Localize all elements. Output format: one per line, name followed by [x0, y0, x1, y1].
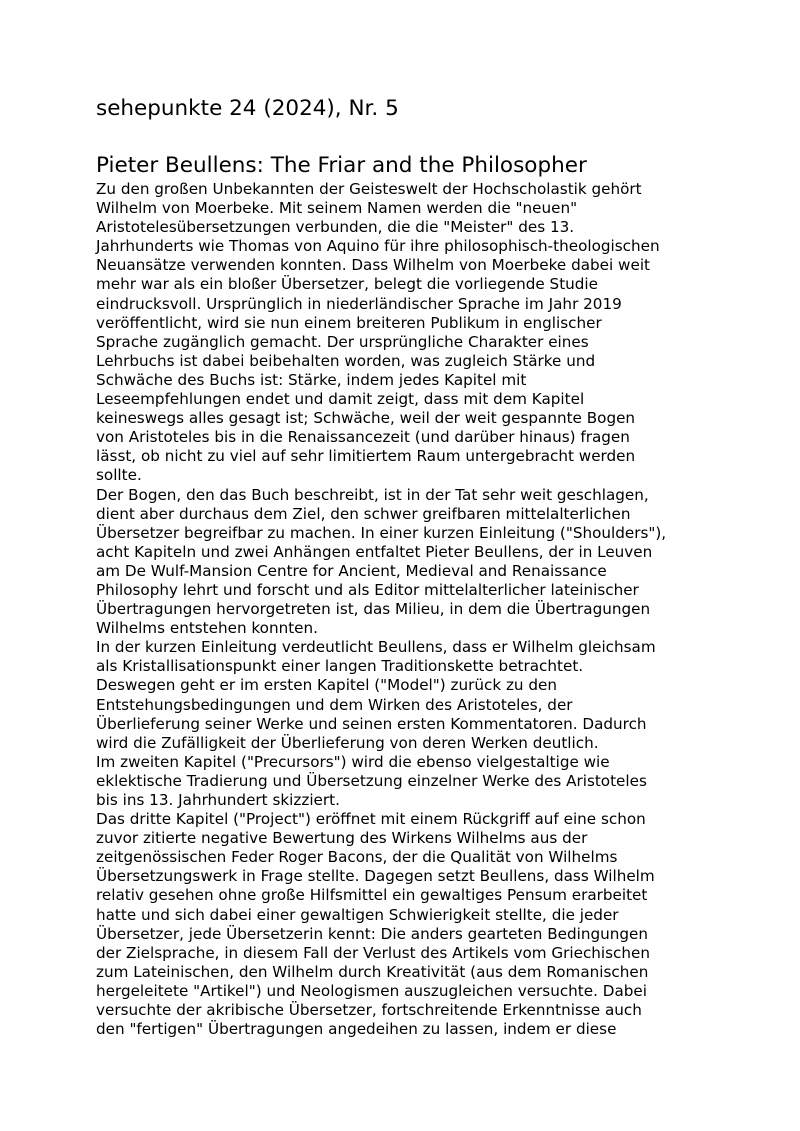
body-text-line: hergeleitete "Artikel") und Neologismen auszugleichen versuchte. Dabei [96, 981, 647, 1000]
body-text-line: Aristotelesübersetzungen verbunden, die die "Meister" des 13. [96, 218, 575, 237]
body-text-line: In der kurzen Einleitung verdeutlicht Beullens, dass er Wilhelm gleichsam [96, 638, 656, 657]
body-text-line: Im zweiten Kapitel ("Precursors") wird die ebenso vielgestaltige wie [96, 752, 610, 771]
body-text-line: Übertragungen hervorgetreten ist, das Milieu, in dem die Übertragungen [96, 600, 651, 619]
body-text-line: veröffentlicht, wird sie nun einem breiteren Publikum in englischer [96, 313, 602, 332]
body-text-line: lässt, ob nicht zu viel auf sehr limitiertem Raum untergebracht werden [96, 447, 636, 466]
body-text-line: Schwäche des Buchs ist: Stärke, indem jedes Kapitel mit [96, 370, 527, 389]
body-text-line: der Zielsprache, in diesem Fall der Verlust des Artikels vom Griechischen [96, 943, 651, 962]
body-text-line: Sprache zugänglich gemacht. Der ursprüngliche Charakter eines [96, 332, 589, 351]
body-text-line: relativ gesehen ohne große Hilfsmittel ein gewaltiges Pensum erarbeitet [96, 886, 648, 905]
body-text-line: hatte und sich dabei einer gewaltigen Schwierigkeit stellte, die jeder [96, 905, 619, 924]
body-text-line: Übersetzer, jede Übersetzerin kennt: Die anders gearteten Bedingungen [96, 924, 649, 943]
body-text-line: Überlieferung seiner Werke und seinen ersten Kommentatoren. Dadurch [96, 714, 647, 733]
body-text-line: Der Bogen, den das Buch beschreibt, ist in der Tat sehr weit geschlagen, [96, 485, 649, 504]
body-text-line: bis ins 13. Jahrhundert skizziert. [96, 791, 340, 809]
body-text-line: am De Wulf-Mansion Centre for Ancient, Medieval and Renaissance [96, 561, 607, 580]
body-text-line: versuchte der akribische Übersetzer, fortschreitende Erkenntnisse auch [96, 1001, 642, 1020]
body-text-line: Lehrbuchs ist dabei beibehalten worden, was zugleich Stärke und [96, 351, 596, 370]
body-text-line: Deswegen geht er im ersten Kapitel ("Model") zurück zu den [96, 676, 557, 695]
body-text-line: Wilhelms entstehen konnten. [96, 619, 318, 638]
review-body [96, 180, 716, 1039]
body-text-line: dient aber durchaus dem Ziel, den schwer greifbaren mittelalterlichen [96, 504, 631, 523]
body-text-line: Leseempfehlungen endet und damit zeigt, dass mit dem Kapitel [96, 390, 585, 409]
body-text-line: zum Lateinischen, den Wilhelm durch Kreativität (aus dem Romanischen [96, 962, 649, 981]
body-text-line: den "fertigen" Übertragungen angedeihen zu lassen, indem er diese [96, 1020, 617, 1039]
body-text-line: Neuansätze verwenden konnten. Dass Wilhelm von Moerbeke dabei weit [96, 256, 650, 275]
body-text-line: Entstehungsbedingungen und dem Wirken des Aristoteles, der [96, 695, 573, 714]
body-text-line: mehr war als ein bloßer Übersetzer, belegt die vorliegende Studie [96, 275, 598, 294]
body-text-line: Philosophy lehrt und forscht und als Editor mittelalterlicher lateinischer [96, 580, 639, 599]
body-text-line: eindrucksvoll. Ursprünglich in niederländischer Sprache im Jahr 2019 [96, 294, 622, 313]
body-text-line: wird die Zufälligkeit der Überlieferung von deren Werken deutlich. [96, 733, 599, 752]
body-text-line: Wilhelm von Moerbeke. Mit seinem Namen werden die "neuen" [96, 199, 578, 218]
body-text-line: zeitgenössischen Feder Roger Bacons, der die Qualität von Wilhelms [96, 848, 618, 867]
journal-citation: sehepunkte 24 (2024), Nr. 5 [96, 96, 399, 121]
body-text-line: von Aristoteles bis in die Renaissancezeit (und darüber hinaus) fragen [96, 428, 630, 447]
body-text-line: eklektische Tradierung und Übersetzung einzelner Werke des Aristoteles [96, 771, 647, 790]
body-text-line: keineswegs alles gesagt ist; Schwäche, weil der weit gespannte Bogen [96, 409, 636, 428]
review-title: Pieter Beullens: The Friar and the Philosopher [96, 153, 587, 178]
body-text-line: Das dritte Kapitel ("Project") eröffnet mit einem Rückgriff auf eine schon [96, 810, 646, 829]
body-text-line: Zu den großen Unbekannten der Geisteswelt der Hochscholastik gehört [96, 180, 642, 198]
body-text-line: acht Kapiteln und zwei Anhängen entfaltet Pieter Beullens, der in Leuven [96, 542, 653, 561]
body-text-line: als Kristallisationspunkt einer langen Traditionskette betrachtet. [96, 657, 584, 676]
body-text-line: Übersetzer begreifbar zu machen. In einer kurzen Einleitung ("Shoulders"), [96, 523, 667, 542]
body-text-line: Jahrhunderts wie Thomas von Aquino für ihre philosophisch-theologischen [96, 237, 660, 256]
body-text-line: sollte. [96, 466, 142, 485]
body-text-line: Übersetzungswerk in Frage stellte. Dagegen setzt Beullens, dass Wilhelm [96, 867, 655, 886]
body-text-line: zuvor zitierte negative Bewertung des Wirkens Wilhelms aus der [96, 829, 588, 848]
